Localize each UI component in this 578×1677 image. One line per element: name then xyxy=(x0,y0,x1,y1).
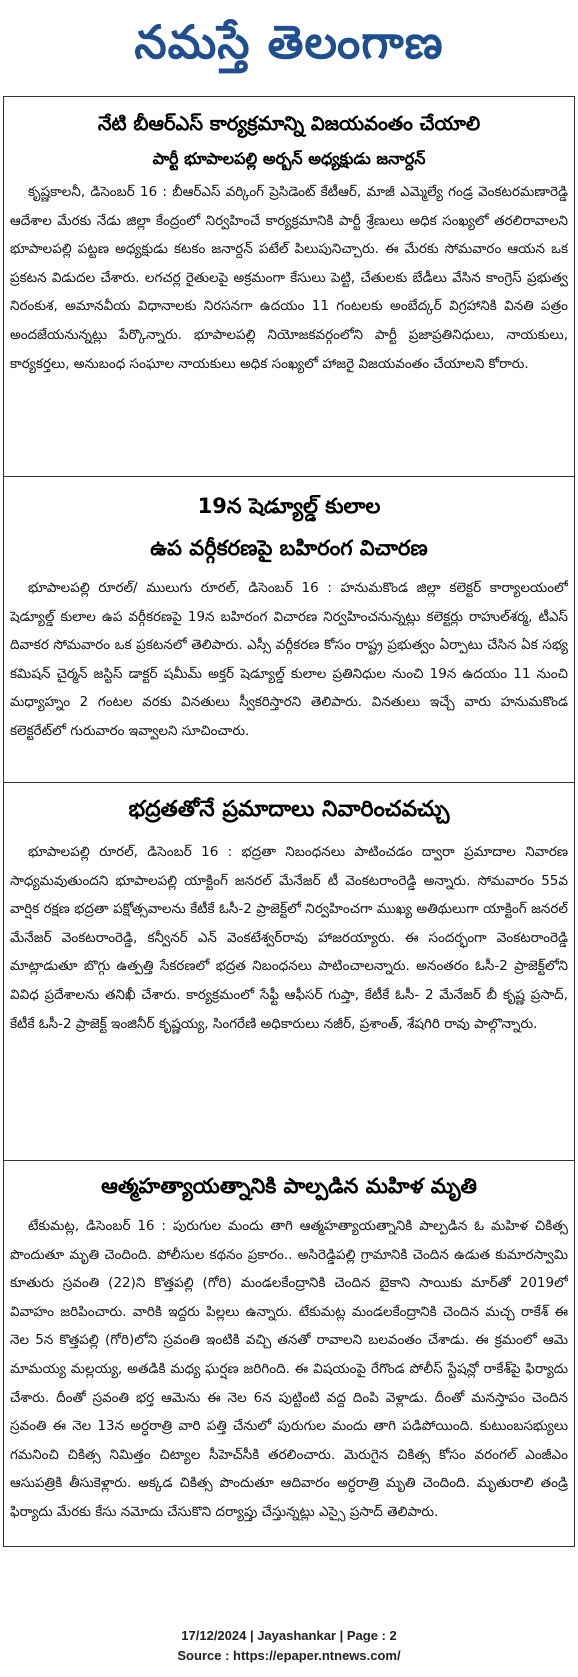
article-4-body xyxy=(10,1212,568,1542)
article-2-headline-line-2: ఉప వర్గీకరణపై బహిరంగ విచారణ xyxy=(150,536,428,560)
article-3-paragraph: భూపాలపల్లి రూరల్, డిసెంబర్ 16 : భద్రతా నిబంధనలు పాటించడం ద్వారా ప్రమాదాల నివారణ సాధ్యమవుతుందని భూపాలపల్లి యాక్టింగ్ జనరల్ మేనేజర్ టీ వెంకటరాంరెడ్డి అన్నారు. సోమవారం 55వ వార్షిక రక్షణ భద్రతా పక్షోత్సవాలను కేటీకే ఓసీ-2 ప్రాజెక్ట్‌లో నిర్వహించగా ముఖ్య అతిథులుగా యాక్టింగ్ జనరల్ మేనేజర్ వెంకటరాంరెడ్డి, కన్వీనర్ ఎన్ వెంకటేశ్వర్‌రావు హాజరయ్యారు. ఈ సందర్భంగా వెంకటరాంరెడ్డి మాట్లాడుతూ బొగ్గు ఉత్పత్తి సేకరణలో భద్రత నిబంధనలు పాటించాలన్నారు. అనంతరం ఓసీ-2 ప్రాజెక్ట్‌లోని వివిధ ప్రదేశాలను తనిఖీ చేశారు. కార్యక్రమంలో సేఫ్టీ ఆఫీసర్ గుప్తా, కేటీకే ఓసీ- 2 మేనేజర్ బీ కృష్ణ ప్రసాద్, కేటీకే ఓసీ-2 ప్రాజెక్ట్ ఇంజినీర్ కృష్ణయ్య, సింగరేణి అధికారులు నజీర్, ప్రశాంత్, శేషగిరి రావు పాల్గొన్నారు. xyxy=(10,844,568,1032)
article-4-headline: ఆత్మహత్యాయత్నానికి పాల్పడిన మహిళ మృతి xyxy=(101,1174,477,1198)
article-3-headline: భద్రతతోనే ప్రమాదాలు నివారించవచ్చు xyxy=(128,797,450,822)
article-1-paragraph: కృష్ణకాలనీ, డిసెంబర్ 16 : బీఆర్ఎస్ వర్కింగ్ ప్రెసిడెంట్ కేటీఆర్, మాజీ ఎమ్మెల్యే గండ్ర వెంకటరమణారెడ్డి ఆదేశాల మేరకు నేడు జిల్లా కేంద్రంలో నిర్వహించే కార్యక్రమానికి పార్టీ శ్రేణులు అధిక సంఖ్యలో తరలిరావాలని భూపాలపల్లి పట్టణ అధ్యక్షుడు కటకం జనార్దన్ పటేల్ పిలుపునిచ్చారు. ఈ మేరకు సోమవారం ఆయన ఒక ప్రకటన విడుదల చేశారు. లగచర్ల రైతులపై అక్రమంగా కేసులు పెట్టి, చేతులకు బేడీలు వేసిన కాంగ్రెస్ ప్రభుత్వ నిరంకుశ, అమానవీయ విధానాలకు నిరసనగా ఉదయం 11 గంటలకు అంబేద్కర్ విగ్రహానికి వినతి పత్రం అందజేయనున్నట్లు పేర్కొన్నారు. భూపాలపల్లి నియోజకవర్గంలోని పార్టీ ప్రజాప్రతినిధులు, నాయకులు, కార్యకర్తలు, అనుబంధ సంఘాల నాయకులు అధిక సంఖ్యలో హాజరై విజయవంతం చేయాలని కోరారు. xyxy=(10,184,568,372)
article-divider xyxy=(3,782,575,783)
newspaper-logo: నమస్తే తెలంగాణ xyxy=(134,15,444,69)
article-2-headline: 19న షెడ్యూల్డ్ కులాల xyxy=(197,494,381,518)
article-divider xyxy=(3,1160,575,1161)
article-1-headline: నేటి బీఆర్ఎస్ కార్యక్రమాన్ని విజయవంతం చేయాలి xyxy=(97,112,481,135)
footer-source: Source : https://epaper.ntnews.com/ xyxy=(177,1648,401,1663)
article-1-body xyxy=(10,178,568,464)
article-4-paragraph: టేకుమట్ల, డిసెంబర్ 16 : పురుగుల మందు తాగి ఆత్మహత్యాయత్నానికి పాల్పడిన ఓ మహిళ చికిత్స పొందుతూ మృతి చెందింది. పోలీసుల కథనం ప్రకారం.. అసిరెడ్డిపల్లి గ్రామానికి చెందిన ఉడుత కుమారస్వామి కూతురు స్రవంతి (22)ని కొత్తపల్లి (గోరి) మండలకేంద్రానికి చెందిన బైకాని సాయికు మార్‌తో 2019లో వివాహం జరిపించారు. వారికి ఇద్దరు పిల్లలు ఉన్నారు. టేకుమట్ల మండలకేంద్రానికి చెందిన మచ్చ రాకేశ్ ఈ నెల 5న కొత్తపల్లి (గోరి)లోని స్రవంతి ఇంటికి వచ్చి తనతో రావాలని బలవంతం చేశాడు. ఈ క్రమంలో ఆమె మామయ్య మల్లయ్య, అతడికి మధ్య ఘర్షణ జరిగింది. ఈ విషయంపై రేగొండ పోలీస్ స్టేషన్లో రాకేశ్‌పై ఫిర్యాదు చేశారు. దీంతో స్రవంతి భర్త ఆమెను ఈ నెల 6న పుట్టింటి వద్ద దింపి వెళ్లాడు. దీంతో మనస్తాపం చెందిన స్రవంతి ఈ నెల 13న అర్ధరాత్రి వారి పత్తి చేనులో పురుగుల మందు తాగి పడిపోయింది. కుటుంబసభ్యులు గమనించి చికిత్స నిమిత్తం చిట్యాల సీహెచ్‌సీకి తరలించారు. మెరుగైన చికిత్స కోసం వరంగల్ ఎంజీఎం ఆసుపత్రికి తీసుకెళ్లారు. అక్కడ చికిత్స పొందుతూ ఆదివారం అర్ధరాత్రి మృతి చెందింది. మృతురాలి తండ్రి ఫిర్యాదు మేరకు కేసు నమోదు చేసుకొని దర్యాప్తు చేస్తున్నట్లు ఎస్సై ప్రసాద్ తెలిపారు. xyxy=(10,1218,568,1520)
article-2-body xyxy=(10,574,568,774)
article-divider xyxy=(3,476,575,477)
article-2-paragraph: భూపాలపల్లి రూరల్/ ములుగు రూరల్, డిసెంబర్ 16 : హనుమకొండ జిల్లా కలెక్టర్ కార్యాలయంలో షెడ్యూల్డ్ కులాల ఉప వర్గీకరణపై 19న బహిరంగ విచారణ నిర్వహించనున్నట్లు కలెక్టర్లు రాహుల్‌శర్మ, టీఎస్ దివాకర సోమవారం ఒక ప్రకటనలో తెలిపారు. ఎస్సీ వర్గీకరణ కోసం రాష్ట్ర ప్రభుత్వం ఏర్పాటు చేసిన ఏక సభ్య కమిషన్ చైర్మన్ జస్టిస్ డాక్టర్ షమీమ్ అక్తర్ షెడ్యూల్డ్ కులాల ప్రతినిధుల నుంచి 19న ఉదయం 11 నుంచి మధ్యాహ్నం 2 గంటల వరకు వినతులు స్వీకరిస్తారని తెలిపారు. వినతులు ఇచ్చే వారు హనుమకొండ కలెక్టరేట్‌లో గురువారం ఇవ్వాలని సూచించారు. xyxy=(10,580,568,739)
article-3-body xyxy=(10,838,568,1153)
masthead xyxy=(0,0,578,96)
footer-date-edition: 17/12/2024 | Jayashankar | Page : 2 xyxy=(181,1628,397,1643)
article-1-subheadline: పార్టీ భూపాలపల్లి అర్బన్ అధ్యక్షుడు జనార్దన్ xyxy=(152,149,426,168)
